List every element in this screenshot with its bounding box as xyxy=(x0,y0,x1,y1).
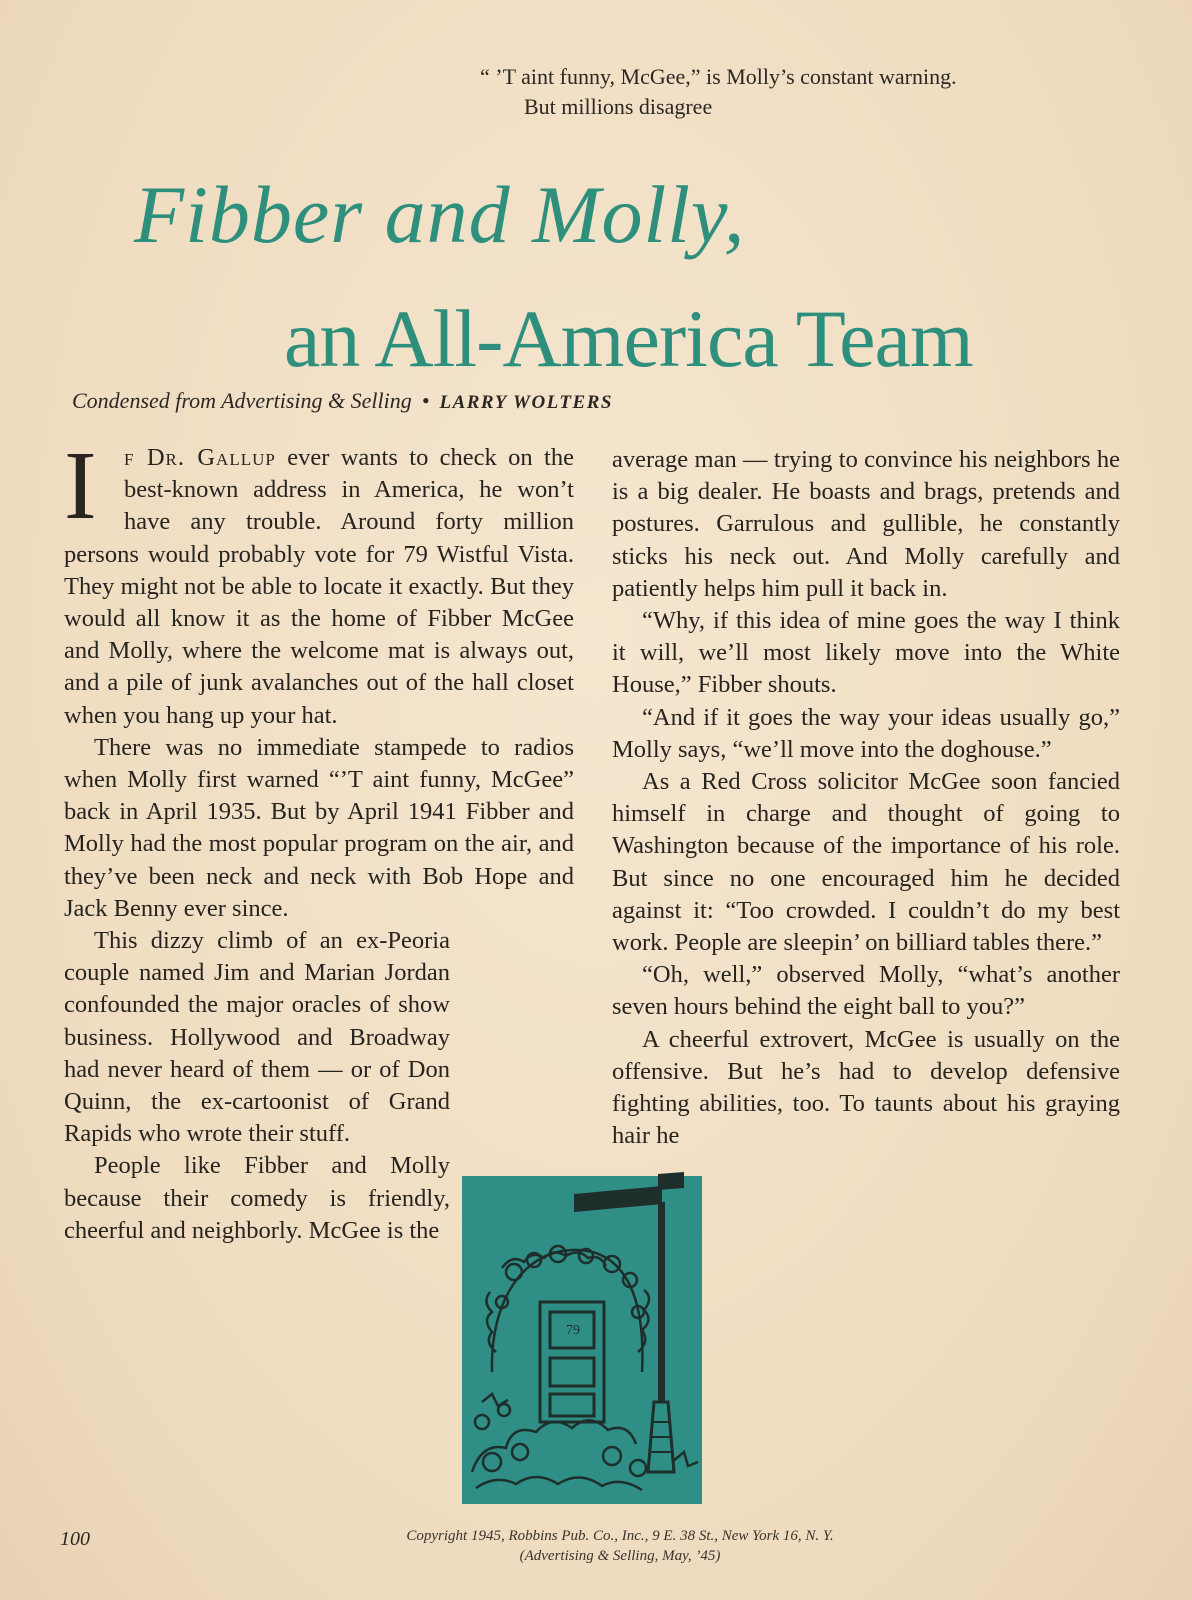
tagline xyxy=(480,62,1160,122)
article-paragraph-5: average man — trying to convince his neighbors he is a big dealer. He boasts and brags, pretends and postures. Garrulous and gullible, he constantly sticks his neck out. And Molly carefully and patiently helps him pull it back in. xyxy=(612,446,1120,602)
page-number: 100 xyxy=(60,1528,90,1550)
article-paragraph-2: There was no immediate stampede to radios when Molly first warned “’T aint funny, McGee” back in April 1935. But by April 1941 Fibber and Molly had the most popular program on the air, and they’ve been neck and neck with Bob Hope and Jack Benny ever since. xyxy=(64,733,574,922)
paragraph-8-text: As a Red Cross solicitor McGee soon fancied himself in charge and thought of going to Washington because of the importance of his role. But since no one encouraged him he decided against it: “Too crowded. I couldn’t do my best work. People are sleepin’ on billiard tables there.” xyxy=(612,768,1120,957)
article-paragraph-10: A cheerful extrovert, McGee is usually on the offensive. But he’s had to develop defensive fighting abilities, too. To taunts about his graying hair he xyxy=(612,1025,1120,1150)
article-title-line-2: an All-America Team xyxy=(284,293,973,384)
article-paragraph-4: People like Fibber and Molly because their comedy is friendly, cheerful and neighborly. McGee is the xyxy=(64,1152,450,1244)
lead-in-caps: f Dr. Gallup xyxy=(124,444,276,471)
paragraph-1-text: ever wants to check on the best-known address in America, he won’t have any trouble. Around forty million persons would probably vote for 79 Wistful Vista. They might not be able to locate it exactly. But they would all know it as the home of Fibber McGee and Molly, where the welcome mat is always out, and a pile of junk avalanches out of the hall closet when you hang up your hat. xyxy=(64,444,574,729)
article-paragraph-7: “And if it goes the way your ideas usually go,” Molly says, “we’ll move into the doghouse.” xyxy=(612,703,1120,763)
byline xyxy=(72,388,613,414)
article-paragraph-9: “Oh, well,” observed Molly, “what’s another seven hours behind the eight ball to you?” xyxy=(612,961,1120,1021)
article-title-line-1: Fibber and Molly, xyxy=(134,169,746,260)
tagline-line-2: But millions disagree xyxy=(524,94,713,119)
drop-cap: I xyxy=(64,432,97,540)
byline-source: Condensed from Advertising & Selling xyxy=(72,388,412,413)
copyright-line-2: (Advertising & Selling, May, ’45) xyxy=(519,1548,721,1564)
article-paragraph-6: “Why, if this idea of mine goes the way I think it will, we’ll most likely move into the White House,” Fibber shouts. xyxy=(612,607,1120,699)
article-paragraph-3: This dizzy climb of an ex-Peoria couple named Jim and Marian Jordan confounded the major oracles of show business. Hollywood and Broadway had never heard of them — or of Don Quinn, the ex-cartoonist of Grand Rapids who wrote their stuff. xyxy=(64,927,450,1148)
byline-author: LARRY WOLTERS xyxy=(439,392,613,413)
copyright-notice xyxy=(240,1526,1000,1566)
article-paragraph-8 xyxy=(612,766,1120,959)
tagline-line-1: “ ’T aint funny, McGee,” is Molly’s constant warning. xyxy=(480,64,957,89)
byline-separator: • xyxy=(421,388,430,413)
doorway-illustration xyxy=(462,1172,702,1504)
copyright-line-1: Copyright 1945, Robbins Pub. Co., Inc., 9 E. 38 St., New York 16, N. Y. xyxy=(406,1528,834,1544)
door-number: 79 xyxy=(566,1323,580,1338)
article-paragraph-1 xyxy=(64,432,574,732)
article-column-left xyxy=(64,432,574,1285)
article-column-right xyxy=(612,444,1120,1152)
